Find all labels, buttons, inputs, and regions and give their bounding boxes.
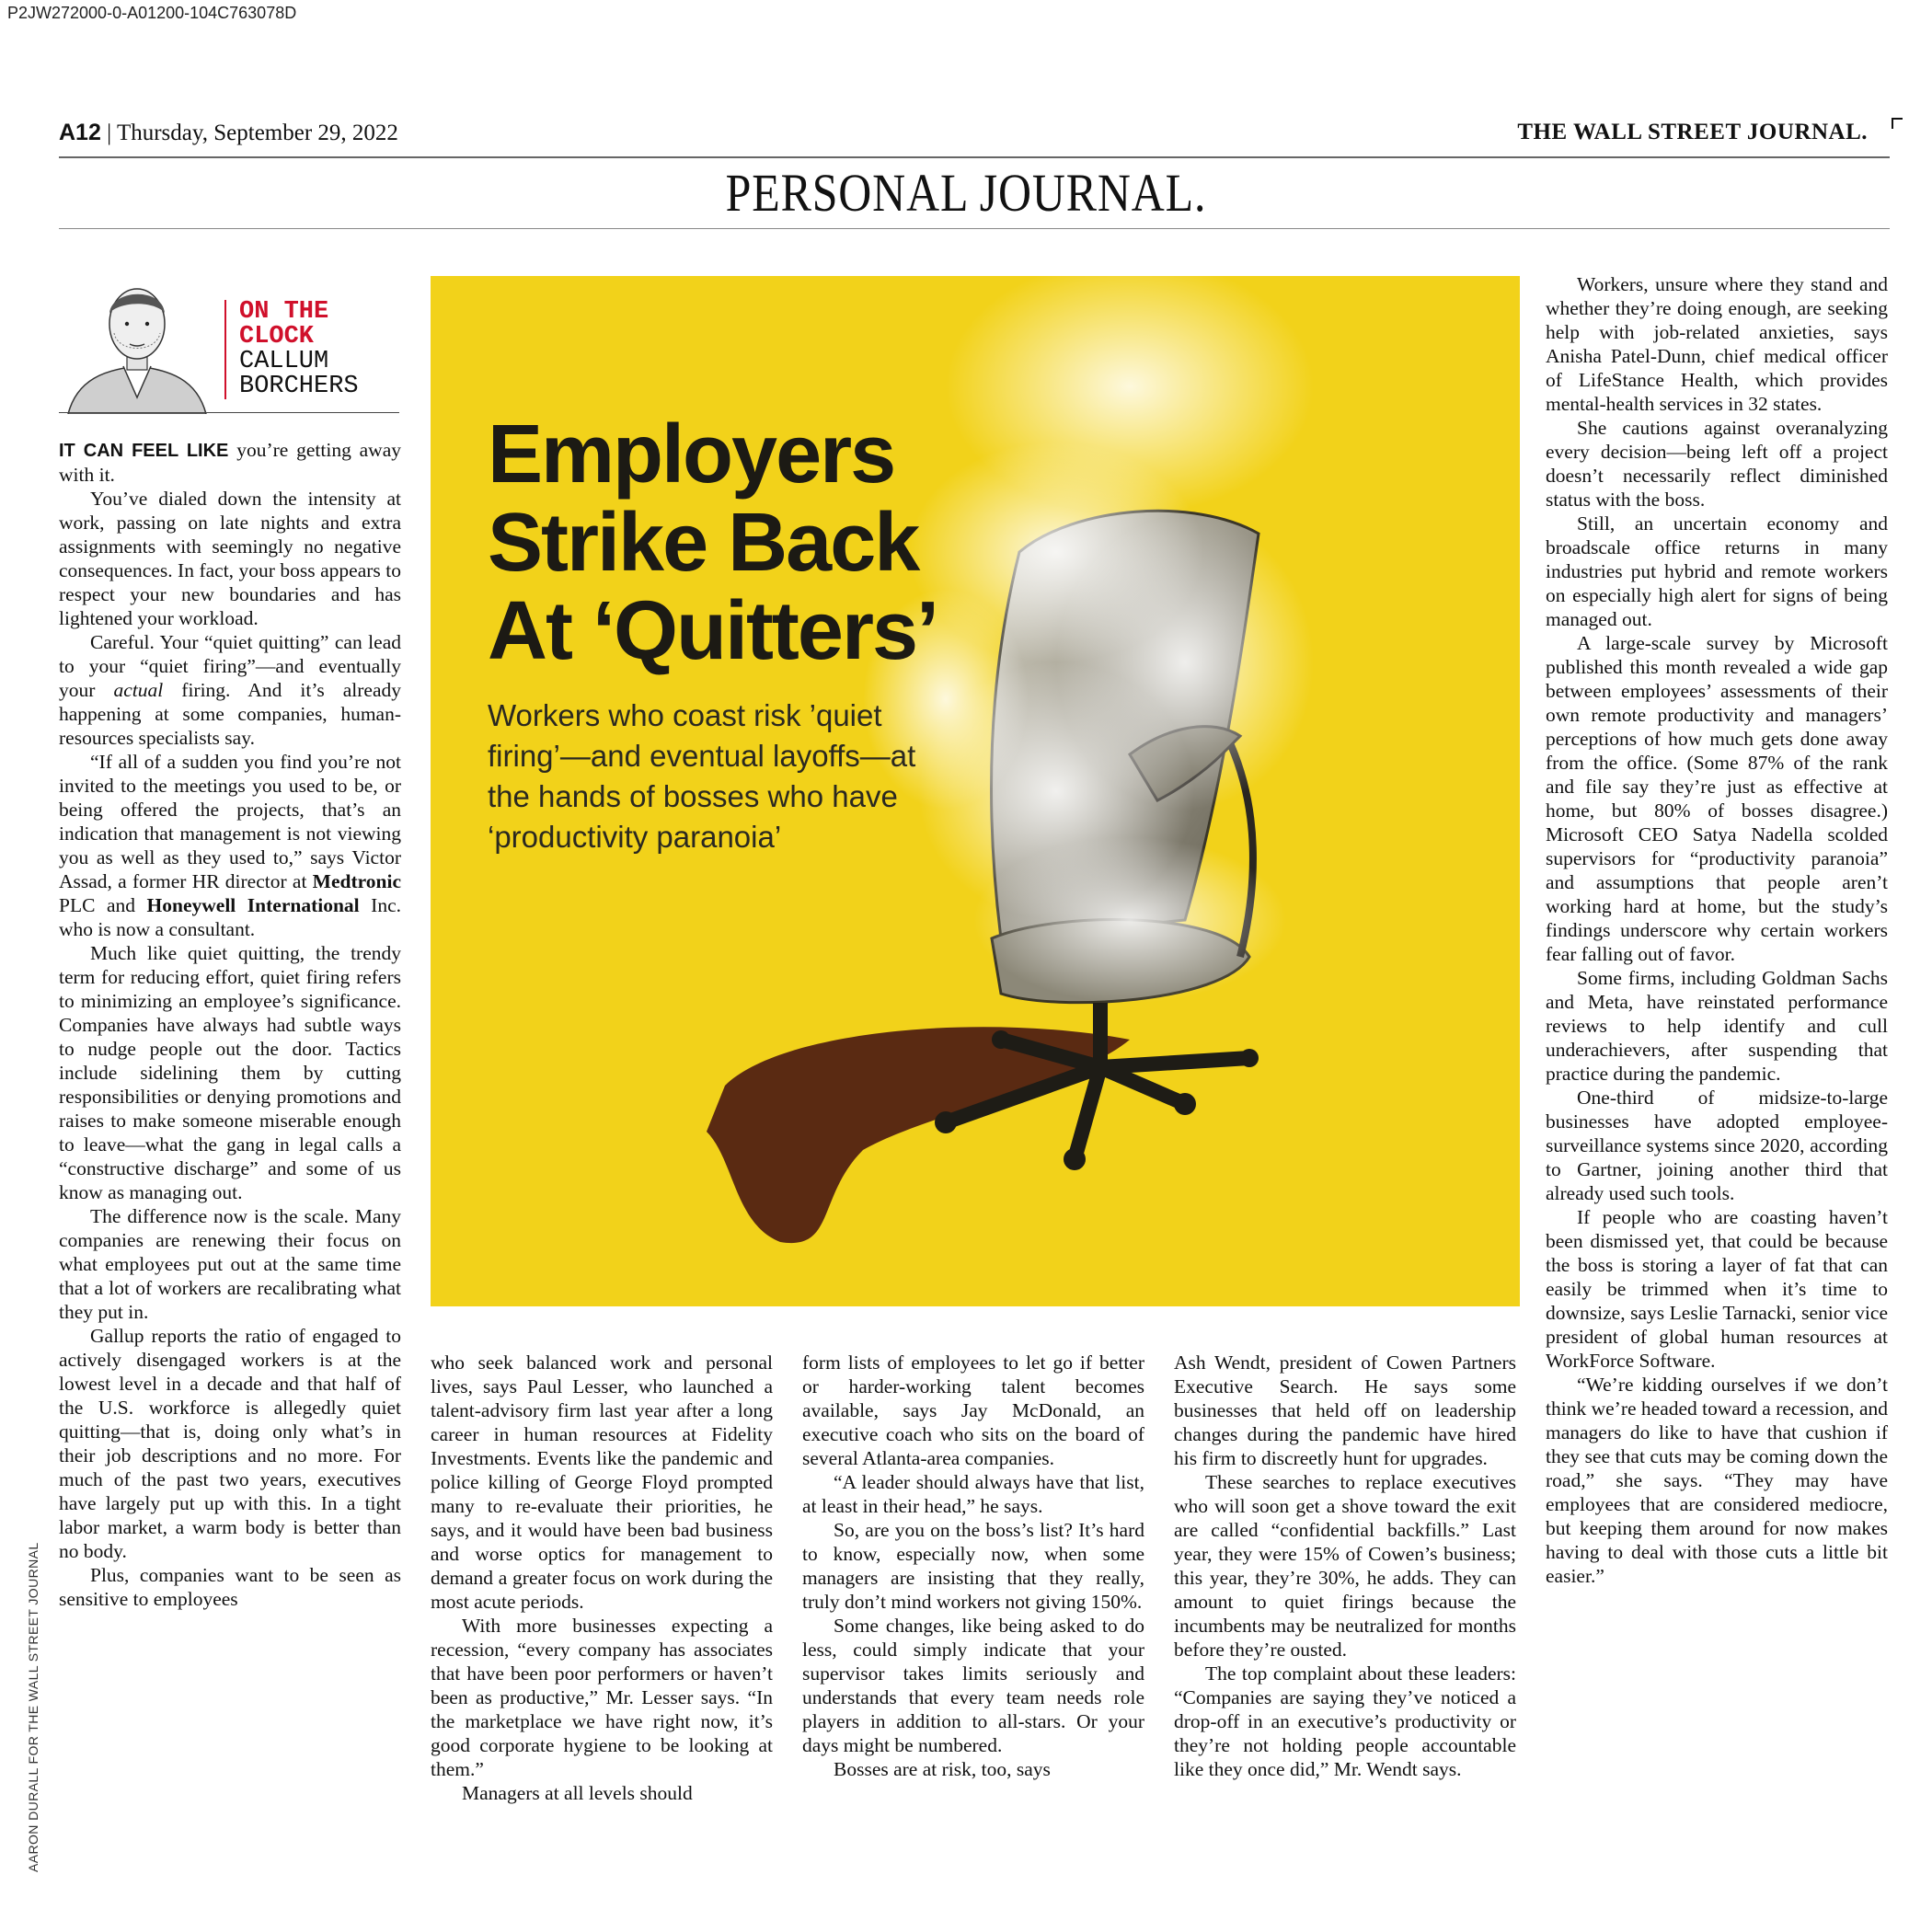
paragraph-text: you’re getting away with it. xyxy=(59,439,401,486)
article-paragraph: Bosses are at risk, too, says xyxy=(834,1758,1051,1780)
crop-mark xyxy=(1892,118,1903,129)
article-paragraph: form lists of employees to let go if better or harder-working talent becomes available, says Jay McDonald, an executive coach who sits on the board of several Atlanta-area companies. xyxy=(802,1351,1144,1469)
dek: Workers who coast risk ’quiet firing’—and eventual layoffs—at the hands of bosses who have ‘productivity paranoia’ xyxy=(488,698,916,854)
page-slug: P2JW272000-0-A01200-104C763078D xyxy=(7,4,297,22)
headline: Employers Strike Back At ‘Quitters’ xyxy=(488,408,938,677)
paragraph-text: firing. And it’s already happening at some companies, human-resources specialists say. xyxy=(59,679,402,749)
folio-separator: | xyxy=(107,121,112,145)
article-paragraph: You’ve dialed down the intensity at work, passing on late nights and extra assignments with seemingly no negative consequences. In fact, your boss appears to respect your new boundaries and has lightened your workload. xyxy=(59,488,401,629)
article-paragraph: The difference now is the scale. Many companies are renewing their focus on what employees put out at the same time that a lot of workers are recalibrating what they put in. xyxy=(59,1205,401,1323)
article-column-1 xyxy=(59,438,401,1611)
issue-date: Thursday, September 29, 2022 xyxy=(116,121,398,145)
article-paragraph: who seek balanced work and personal lives, says Paul Lesser, who launched a talent-advisory firm last year after a long career in human resources at Fidelity Investments. Events like the pandemic and police killing of George Floyd prompted many to re-evaluate their priorities, he says, and it would have been bad business and worse optics for management to demand a greater focus on work during the most acute periods. xyxy=(431,1351,773,1613)
column-kicker-line2: CLOCK xyxy=(239,323,315,351)
section-rule xyxy=(59,228,1890,229)
article-paragraph: The top complaint about these leaders: “Companies are saying they’ve noticed a drop-off in an executive’s productivity or they’re not holding people accountable like they once did,” Mr. Wendt says. xyxy=(1174,1662,1516,1780)
author-last-name: BORCHERS xyxy=(239,373,359,400)
page-folio xyxy=(59,120,398,146)
photo-credit: AARON DURALL FOR THE WALL STREET JOURNAL xyxy=(26,1542,40,1872)
lead-in: IT CAN FEEL LIKE xyxy=(59,441,229,461)
emphasis-text: actual xyxy=(113,679,164,701)
company-name: Medtronic xyxy=(312,870,401,892)
article-column-3 xyxy=(802,1351,1144,1781)
feature-art xyxy=(431,276,1520,1306)
author-first-name: CALLUM xyxy=(239,348,329,375)
article-paragraph: Gallup reports the ratio of engaged to actively disengaged workers is at the lowest level in a decade and that half of the U.S. workforce is allegedly quiet quitting—that is, doing only what’s in their job descriptions and no more. For much of the past two years, executives have largely put up with this. In a tight labor market, a warm body is better than no body. xyxy=(59,1325,401,1562)
company-name: Honeywell International xyxy=(146,894,360,916)
article-paragraph: Some changes, like being asked to do less, could simply indicate that your supervisor takes limits seriously and understands that every team needs role players in addition to all-stars. Or your days might be numbered. xyxy=(802,1615,1144,1756)
article-column-4 xyxy=(1174,1351,1516,1781)
paragraph-text: PLC and xyxy=(59,894,147,916)
article-paragraph: With more businesses expecting a recession, “every company has associates that have been poor performers or haven’t been as productive,” Mr. Lesser says. “In the marketplace we have right now, it’s good corporate hygiene to be looking at them.” xyxy=(431,1615,773,1780)
article-paragraph: These searches to replace executives who will soon get a shove toward the exit are called “confidential backfills.” Last year, they were 15% of Cowen’s business; this year, they’re 30%, he adds. They can amount to quiet firings because the incumbents may be neutralized for months before they’re ousted. xyxy=(1174,1471,1516,1661)
article-paragraph: She cautions against overanalyzing every decision—being left off a project doesn’t necessarily reflect diminished status with the boss. xyxy=(1546,417,1888,511)
article-paragraph: “A leader should always have that list, at least in their head,” he says. xyxy=(802,1471,1144,1517)
article-paragraph: Workers, unsure where they stand and whether they’re doing enough, are seeking help with job-related anxieties, says Anisha Patel-Dunn, chief medical officer of LifeStance Health, which provides mental-health services in 32 states. xyxy=(1546,273,1888,415)
article-paragraph xyxy=(59,630,401,750)
paragraph-text: Inc. who is now a consultant. xyxy=(59,894,401,940)
header-rule xyxy=(59,156,1890,158)
article-column-2 xyxy=(431,1351,773,1805)
article-paragraph: So, are you on the boss’s list? It’s hard to know, especially now, when some managers are insisting that they really, truly don’t mind workers not giving 150%. xyxy=(802,1519,1144,1613)
byline-rule xyxy=(59,412,399,413)
article-paragraph xyxy=(59,750,401,941)
section-title: PERSONAL JOURNAL. xyxy=(725,163,1207,223)
paragraph-text: “If all of a sudden you find you’re not invited to the meetings you used to be, or being offered the projects, that’s an indication that management is not viewing you as well as they used to,” says Victor Assad, a former HR director at xyxy=(59,751,401,892)
byline xyxy=(224,300,359,399)
article-paragraph: Plus, companies want to be seen as sensitive to employees xyxy=(59,1564,401,1610)
article-paragraph: One-third of midsize-to-large businesses have adopted employee-surveillance systems since 2020, according to Gartner, joining another third that already used such tools. xyxy=(1546,1087,1888,1204)
article-paragraph: A large-scale survey by Microsoft published this month revealed a wide gap between employees’ assessments of their own remote productivity and managers’ perceptions of how much gets done away from the office. (Some 87% of the rank and file say they’re just as effective at home, but 80% of bosses disagree.) Microsoft CEO Satya Nadella scolded supervisors for “productivity paranoia” and assumptions that people aren’t working hard at home, but the study’s findings underscore why certain workers fear falling out of favor. xyxy=(1546,632,1888,965)
article-paragraph: Still, an uncertain economy and broadscale office returns in many industries put hybrid and remote workers on especially high alert for signs of being managed out. xyxy=(1546,512,1888,630)
author-portrait xyxy=(59,278,215,414)
article-paragraph: “We’re kidding ourselves if we don’t think we’re headed toward a recession, and managers do like to have that cushion if they see that cuts may be coming down the road,” she says. “They may have employees that are considered mediocre, but keeping them around for now makes having to deal with those cuts a little bit easier.” xyxy=(1546,1374,1888,1587)
article-paragraph: Ash Wendt, president of Cowen Partners Executive Search. He says some businesses that held off on leadership changes during the pandemic have hired his firm to discreetly hunt for upgrades. xyxy=(1174,1351,1516,1469)
article-paragraph xyxy=(59,438,401,487)
page-number: A12 xyxy=(59,120,101,145)
article-column-5 xyxy=(1546,272,1888,1588)
masthead: THE WALL STREET JOURNAL. xyxy=(1517,120,1868,144)
article-paragraph: Much like quiet quitting, the trendy term for reducing effort, quiet firing refers to minimizing an employee’s significance. Companies have always had subtle ways to nudge people out the door. Tactics include sidelining them by cutting responsibilities or denying promotions and raises to make someone miserable enough to leave—what the gang in legal calls a “constructive discharge” and some of us know as managing out. xyxy=(59,942,401,1203)
author-portrait-icon xyxy=(59,278,215,414)
paragraph-text: Careful. Your “quiet quitting” can lead to your “quiet firing”—and eventually your xyxy=(59,631,401,701)
column-kicker-line1: ON THE xyxy=(239,298,329,326)
article-paragraph: If people who are coasting haven’t been dismissed yet, that could be because the boss is storing a layer of fat that can easily be trimmed when it’s time to downsize, says Leslie Tarnacki, senior vice president of global human resources at WorkForce Software. xyxy=(1546,1206,1888,1372)
article-paragraph: Managers at all levels should xyxy=(462,1782,693,1804)
article-paragraph: Some firms, including Goldman Sachs and Meta, have reinstated performance reviews to help identify and cull underachievers, after suspending that practice during the pandemic. xyxy=(1546,967,1888,1085)
